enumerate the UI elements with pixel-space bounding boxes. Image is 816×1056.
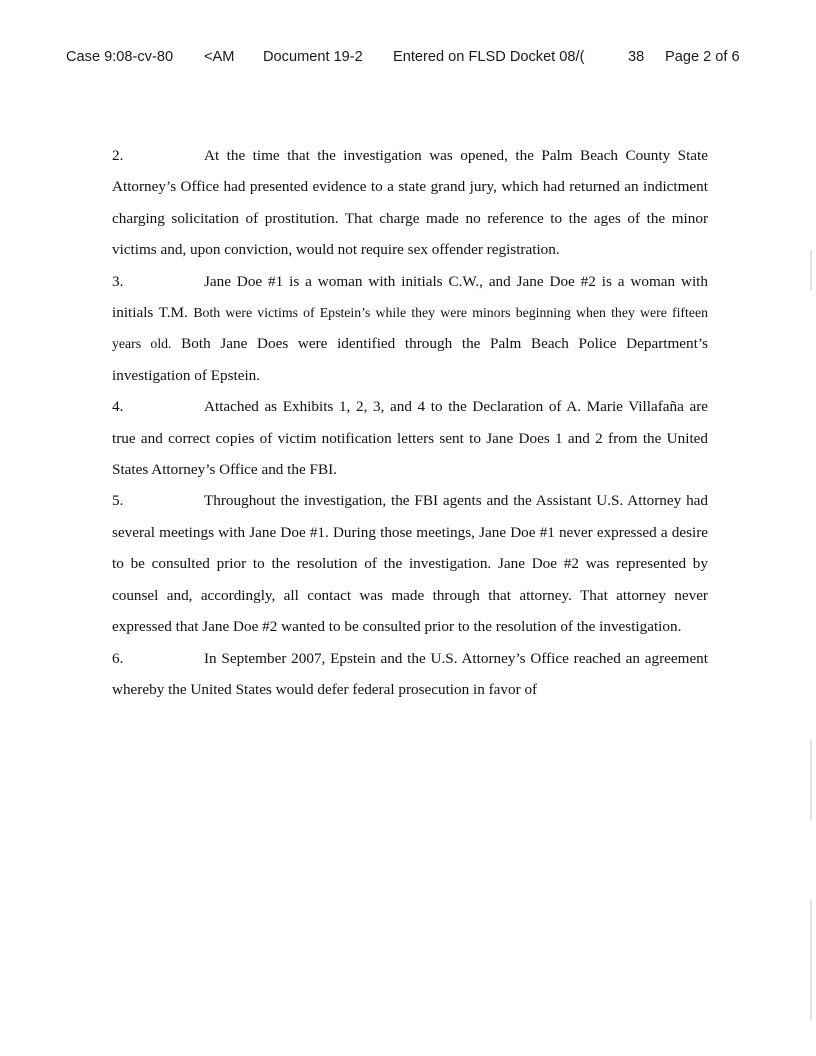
header-case-number: Case 9:08-cv-80 — [66, 49, 174, 65]
paragraph-text-small: Both were victims of Epstein’s while they were minors beginning when they were fifteen years old. — [112, 305, 708, 352]
paragraph-number: 3. — [112, 272, 124, 290]
paragraph-text: At the time that the investigation was opened, the Palm Beach County State Attorney’s Office had presented evidence to a state grand jury, which had returned an indictment charging solicitation of prostitution. That charge made no reference to the ages of the minor victims and, upon conviction, would not require sex offender registration. — [112, 147, 708, 259]
paragraph-text: Both Jane Does were identified through the Palm Beach Police Department’s investigation of Epstein. — [112, 335, 708, 384]
paragraph-number: 6. — [112, 649, 124, 667]
scan-edge-mark — [810, 740, 812, 820]
document-body — [112, 140, 708, 705]
header-document-number: Document 19-2 — [263, 49, 363, 65]
paragraph-text: In September 2007, Epstein and the U.S. Attorney’s Office reached an agreement whereby the United States would defer federal prosecution in favor of — [112, 649, 708, 698]
paragraph-text: Jane Doe #1 is a woman with initials C.W., and Jane Doe #2 is a woman with initials T.M. — [112, 272, 708, 322]
paragraph-2 — [112, 140, 708, 266]
paragraph-text: Throughout the investigation, the FBI agents and the Assistant U.S. Attorney had several meetings with Jane Doe #1. During those meetings, Jane Doe #1 never expressed a desire to be consulted prior to the resolution of the investigation. Jane Doe #2 was represented by counsel and, accordingly, all contact was made through that attorney. That attorney never expressed that Jane Doe #2 wanted to be consulted prior to the resolution of the investigation. — [112, 492, 708, 636]
header-date-fragment: 38 — [628, 49, 645, 65]
paragraph-3 — [112, 266, 708, 392]
paragraph-6 — [112, 643, 708, 706]
header-page-number: Page 2 of 6 — [665, 49, 740, 65]
scan-edge-mark — [810, 900, 812, 1020]
header-docket-entry: Entered on FLSD Docket 08/( — [393, 49, 585, 65]
paragraph-number: 2. — [112, 147, 124, 164]
paragraph-number: 4. — [112, 398, 124, 416]
page-header — [66, 49, 766, 69]
paragraph-number: 5. — [112, 492, 124, 510]
scan-edge-mark — [810, 250, 812, 290]
header-judge-fragment: <AM — [204, 49, 235, 65]
paragraph-5 — [112, 485, 708, 642]
paragraph-text: Attached as Exhibits 1, 2, 3, and 4 to the Declaration of A. Marie Villafaña are true and correct copies of victim notification letters sent to Jane Does 1 and 2 from the United States Attorney’s Office and the FBI. — [112, 398, 708, 479]
paragraph-4 — [112, 391, 708, 485]
